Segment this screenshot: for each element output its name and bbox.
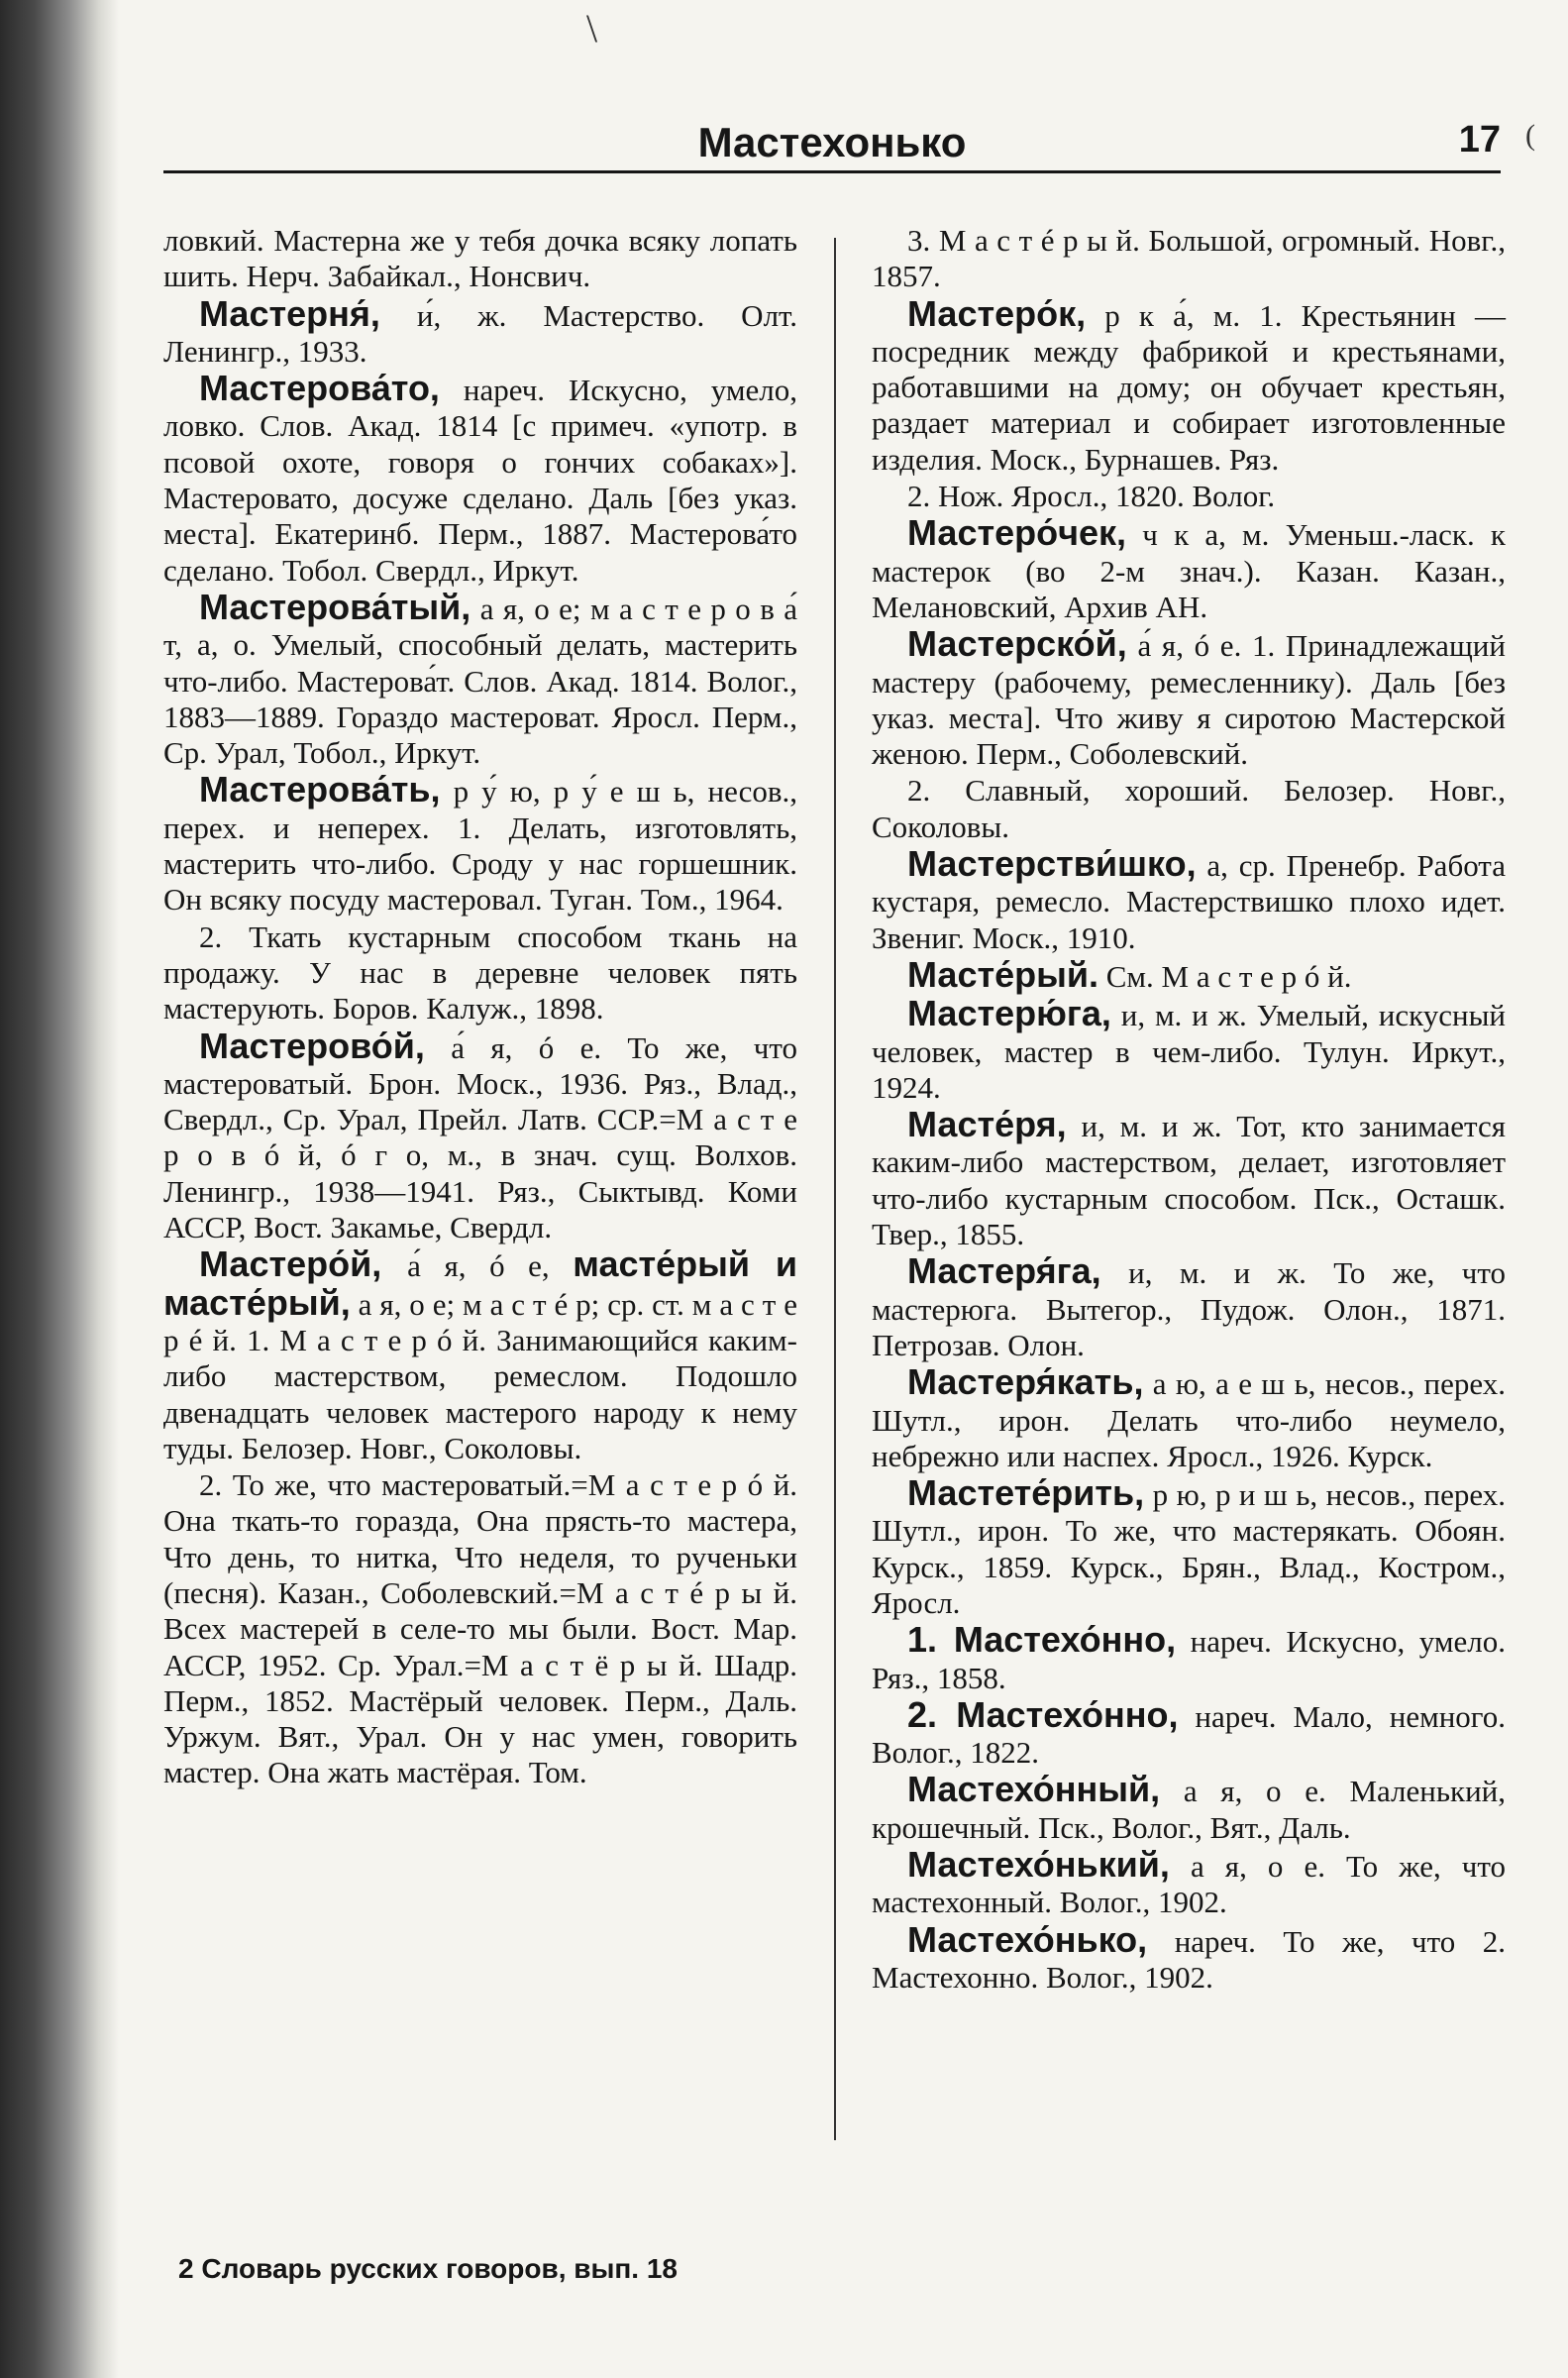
dictionary-entry <box>872 1619 1506 1696</box>
entry-text: а я, о е. То же, что мастехонный. Волог., 1902. <box>872 1849 1506 1920</box>
entry-text: ч к а, м. Уменьш.-ласк. к мастерок (во 2-м знач.). Казан. Казан., Мелановский, Архив АН. <box>872 517 1506 624</box>
running-head: Мастехонько <box>697 119 967 165</box>
headword: Масте́рый. <box>907 953 1098 995</box>
entry-text: р ю, р и ш ь, несов., перех. Шутл., ирон. То же, что мастерякать. Обоян. Курск., 1859. Курск., Брян., Влад., Костром., Яросл. <box>872 1477 1506 1620</box>
dictionary-entry <box>872 1918 1506 1997</box>
book-spine-shadow <box>0 0 119 2378</box>
headword: Мастехо́нный, <box>907 1769 1161 1810</box>
entry-text: а я, о е. Маленький, крошечный. Пск., Волог., Вят., Даль. <box>872 1774 1506 1845</box>
entry-text: нареч. Искусно, умело. Ряз., 1858. <box>872 1624 1506 1695</box>
entry-text: р у́ ю, р у́ е ш ь, несов., перех. и неперех. 1. Делать, изготовлять, мастерить что-либо. Сроду у нас горшешник. Он всяку посуду мастеровал. Туган. Том., 1964. <box>163 774 797 918</box>
dictionary-entry <box>872 953 1506 995</box>
dictionary-entry <box>872 292 1506 478</box>
headword: Мастеря́га, <box>907 1250 1101 1292</box>
dictionary-entry <box>163 1025 797 1246</box>
entry-text: нареч. Мало, немного. Волог., 1822. <box>872 1698 1506 1771</box>
left-column <box>163 223 797 1792</box>
headword: Мастете́рить, <box>907 1472 1145 1514</box>
dictionary-entry <box>872 1472 1506 1621</box>
entry-text: а, ср. Пренебр. Работа кустаря, ремесло. Мастерствишко плохо идет. Звениг. Моск., 1910. <box>872 848 1506 955</box>
dictionary-entry <box>872 843 1506 956</box>
page-header <box>163 111 1501 174</box>
headword: Мастерово́й, <box>199 1025 425 1066</box>
entry-text: и, м. и ж. То же, что мастерюга. Вытегор., Пудож. Олон., 1871. Петрозав. Олон. <box>872 1255 1506 1362</box>
headword: Мастерова́ть, <box>199 769 441 811</box>
headword: 1. Мастехо́нно, <box>907 1619 1177 1661</box>
dictionary-entry <box>163 1243 797 1466</box>
headword: Мастеро́к, <box>907 292 1087 334</box>
right-column <box>872 223 1506 1997</box>
dictionary-entry <box>163 223 797 295</box>
entry-text: и, м. и ж. Умелый, искусный человек, мастер в чем-либо. Тулун. Иркут., 1924. <box>872 998 1506 1105</box>
dictionary-entry <box>872 1361 1506 1474</box>
entry-text: 2. Славный, хороший. Белозер. Новг., Соколовы. <box>872 773 1506 844</box>
headword: Мастерова́то, <box>199 368 440 409</box>
dictionary-entry <box>163 769 797 918</box>
dictionary-entry <box>163 368 797 589</box>
entry-text: нареч. Искусно, умело, ловко. Слов. Акад. 1814 [с примеч. «употр. в псовой охоте, говоря о гончих собаках»]. Мастеровато, досуже сделано. Даль [без указ. места]. Екатеринб. Перм., 1887. Мастерова́то сделано. Тобол. Свердл., Иркут. <box>163 373 797 588</box>
headword: Мастерстви́шко, <box>907 843 1197 885</box>
headword: Мастеро́й, <box>199 1243 408 1285</box>
scan-mark: ( <box>1525 119 1535 152</box>
entry-text: а я, о е; м а с т é р; ср. ст. м а с т е р é й. 1. М а с т е р ó й. Занимающийся каким-либо мастерством, ремеслом. Подошло двенадцать человек мастерого народу к нему туды. Белозер. Новг., Соколовы. <box>163 1286 797 1465</box>
dictionary-entry <box>163 292 797 371</box>
headword: Мастерня́, <box>199 292 380 334</box>
dictionary-entry <box>872 223 1506 295</box>
entry-text: и́, ж. Мастерство. Олт. Ленингр., 1933. <box>163 297 797 369</box>
entry-text: ловкий. Мастерна же у тебя дочка всяку лопать шить. Нерч. Забайкал., Нонсвич. <box>163 223 797 294</box>
entry-text: и, м. и ж. Тот, кто занимается каким-либо мастерством, делает, изготовляет что-либо кустарным способом. Пск., Осташк. Твер., 1855. <box>872 1109 1506 1252</box>
dictionary-entry <box>163 1467 797 1791</box>
dictionary-entry <box>872 773 1506 845</box>
dictionary-entry <box>163 919 797 1027</box>
dictionary-entry <box>872 1104 1506 1252</box>
entry-text: нареч. То же, что 2. Мастехонно. Волог., 1902. <box>872 1923 1506 1995</box>
dictionary-entry <box>872 1693 1506 1772</box>
dictionary-entry <box>872 993 1506 1106</box>
dictionary-entry <box>872 1250 1506 1363</box>
entry-text: а́ я, ó е. То же, что мастероватый. Брон. Моск., 1936. Ряз., Влад., Свердл., Ср. Урал, Прейл. Латв. ССР.=М а с т е р о в ó й, ó г о, м., в знач. сущ. Волхов. Ленингр., 1938—1941. Ряз., Сыктывд. Коми АССР, Вост. Закамье, Свердл. <box>163 1029 797 1245</box>
entry-text: 3. М а с т é р ы й. Большой, огромный. Новг., 1857. <box>872 223 1506 294</box>
header-rule <box>163 170 1501 173</box>
headword: Мастехо́нько, <box>907 1918 1148 1960</box>
page-footer: 2 Словарь русских говоров, вып. 18 <box>178 2253 678 2284</box>
entry-text: а́ я, ó е, <box>407 1248 574 1284</box>
dictionary-entry <box>872 479 1506 514</box>
headword: Мастеря́кать, <box>907 1361 1144 1403</box>
entry-text: а ю, а е ш ь, несов., перех. Шутл., ирон. Делать что-либо неумело, небрежно или наспех. Яросл., 1926. Курск. <box>872 1366 1506 1473</box>
headword: Мастеро́чек, <box>907 512 1127 554</box>
headword: Масте́ря, <box>907 1104 1067 1145</box>
entry-text: 2. Ткать кустарным способом ткань на продажу. У нас в деревне человек пять мастерують. Боров. Калуж., 1898. <box>163 919 797 1027</box>
column-divider <box>834 238 836 2140</box>
entry-text: а́ я, ó е. 1. Принадлежащий мастеру (рабочему, ремесленнику). Даль [без указ. места]. Что живу я сиротою Мастерской женою. Перм., Соболевский. <box>872 628 1506 772</box>
page-number: 17 <box>1458 119 1501 161</box>
headword: Мастерско́й, <box>907 623 1127 665</box>
dictionary-entry <box>872 1844 1506 1921</box>
entry-text: а я, о е; м а с т е р о в а́ т, а, о. Умелый, способный делать, мастерить что-либо. Мастерова́т. Слов. Акад. 1814. Волог., 1883—1889. Гораздо мастероват. Яросл. Перм., Ср. Урал, Тобол., Иркут. <box>163 591 797 771</box>
entry-text: 2. То же, что мастероватый.=М а с т е р ó й. Она ткать-то горазда, Она прясть-то мастера, Что день, то нитка, Что неделя, то рученьки (песня). Казан., Соболевский.=М а с т é р ы й. Всех мастерей в селе-то мы были. Вост. Мар. АССР, 1952. Ср. Урал.=М а с т ё р ы й. Шадр. Перм., 1852. Мастёрый человек. Перм., Даль. Уржум. Вят., Урал. Он у нас умен, говорить мастер. Она жать мастёрая. Том. <box>163 1467 797 1790</box>
dictionary-entry <box>163 586 797 771</box>
headword: Мастерова́тый, <box>199 586 471 627</box>
headword: масте́рый и масте́рый, <box>163 1243 797 1323</box>
entry-text: См. М а с т е р ó й. <box>1098 958 1352 994</box>
entry-text: 2. Нож. Яросл., 1820. Волог. <box>907 479 1276 514</box>
scan-mark: \ <box>586 6 598 51</box>
headword: Мастехо́нький, <box>907 1844 1170 1886</box>
entry-text: р к а́, м. 1. Крестьянин — посредник между фабрикой и крестьянами, работавшими на дому; он обучает крестьян, раздает материал и собирает изготовленные изделия. Моск., Бурнашев. Ряз. <box>872 297 1506 477</box>
headword: 2. Мастехо́нно, <box>907 1693 1179 1735</box>
dictionary-entry <box>872 1769 1506 1846</box>
headword: Мастерю́га, <box>907 993 1111 1034</box>
dictionary-entry <box>872 512 1506 625</box>
dictionary-entry <box>872 623 1506 772</box>
